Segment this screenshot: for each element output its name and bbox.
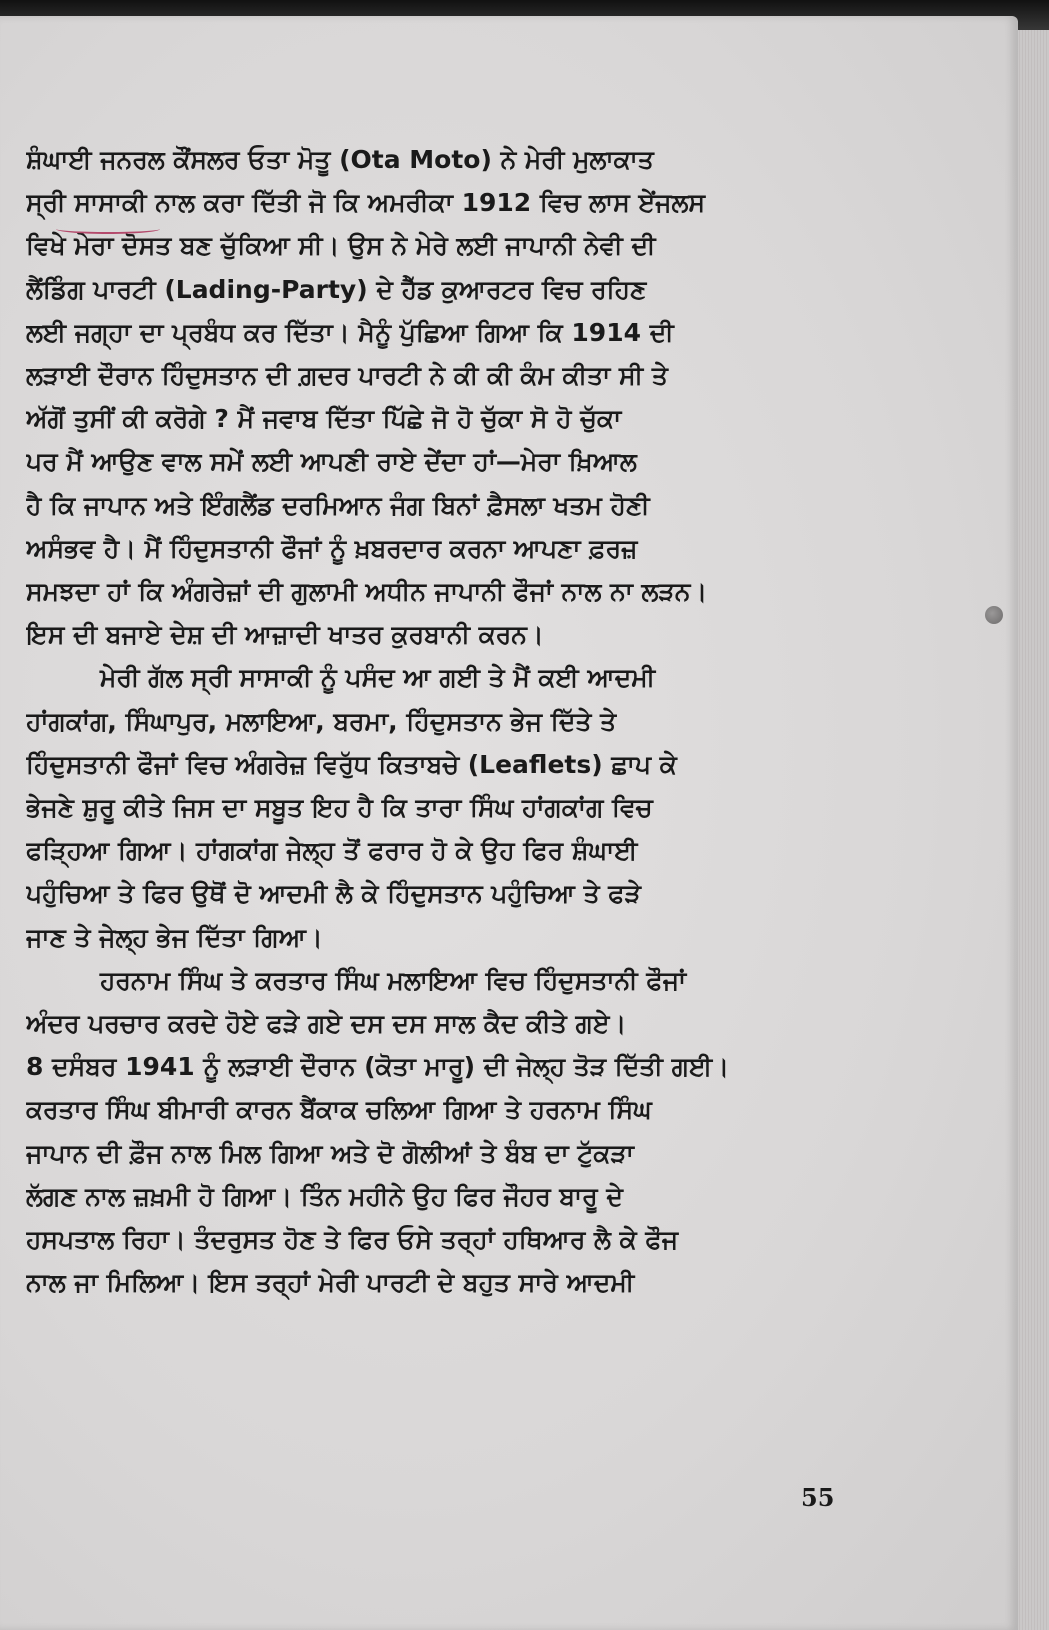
- pen-underline: [56, 224, 160, 234]
- page-edge: [1018, 30, 1049, 1630]
- text-line: ਸਮਝਦਾ ਹਾਂ ਕਿ ਅੰਗਰੇਜ਼ਾਂ ਦੀ ਗੁਲਾਮੀ ਅਧੀਨ ਜਾਪਾਨੀ ਫੌਜਾਂ ਨਾਲ ਨਾ ਲੜਨ।: [26, 577, 708, 607]
- text-line: ਹਰਨਾਮ ਸਿੰਘ ਤੇ ਕਰਤਾਰ ਸਿੰਘ ਮਲਾਇਆ ਵਿਚ ਹਿੰਦੁਸਤਾਨੀ ਫੌਜਾਂ: [100, 965, 687, 995]
- text-line: ਸ਼ੰਘਾਈ ਜਨਰਲ ਕੌਂਸਲਰ ਓਤਾ ਮੋਤੂ (Ota Moto) ਨੇ ਮੇਰੀ ਮੁਲਾਕਾਤ: [26, 145, 654, 174]
- text-line: ਕਰਤਾਰ ਸਿੰਘ ਬੀਮਾਰੀ ਕਾਰਨ ਬੈਂਕਾਕ ਚਲਿਆ ਗਿਆ ਤੇ ਹਰਨਾਮ ਸਿੰਘ: [26, 1095, 652, 1125]
- text-line: ਇਸ ਦੀ ਬਜਾਏ ਦੇਸ਼ ਦੀ ਆਜ਼ਾਦੀ ਖਾਤਰ ਕੁਰਬਾਨੀ ਕਰਨ।: [26, 620, 544, 650]
- text-line: 8 ਦਸੰਬਰ 1941 ਨੂੰ ਲੜਾਈ ਦੌਰਾਨ (ਕੋਤਾ ਮਾਰੂ) ਦੀ ਜੇਲ੍ਹ ਤੋੜ ਦਿੱਤੀ ਗਈ।: [26, 1052, 730, 1082]
- text-line: ਹਸਪਤਾਲ ਰਿਹਾ। ਤੰਦਰੁਸਤ ਹੋਣ ਤੇ ਫਿਰ ਓਸੇ ਤਰ੍ਹਾਂ ਹਥਿਆਰ ਲੈ ਕੇ ਫੌਜ: [26, 1225, 679, 1255]
- text-line: ਲਈ ਜਗ੍ਹਾ ਦਾ ਪ੍ਰਬੰਧ ਕਰ ਦਿੱਤਾ। ਮੈਨੂੰ ਪੁੱਛਿਆ ਗਿਆ ਕਿ 1914 ਦੀ: [26, 317, 674, 347]
- text-line: ਸ੍ਰੀ ਸਾਸਾਕੀ ਨਾਲ ਕਰਾ ਦਿੱਤੀ ਜੋ ਕਿ ਅਮਰੀਕਾ 1912 ਵਿਚ ਲਾਸ ਏਂਜਲਸ: [26, 188, 706, 218]
- text-line: ਹਾਂਗਕਾਂਗ, ਸਿੰਘਾਪੁਰ, ਮਲਾਇਆ, ਬਰਮਾ, ਹਿੰਦੁਸਤਾਨ ਭੇਜ ਦਿੱਤੇ ਤੇ: [26, 706, 617, 736]
- text-line: ਪਰ ਮੈਂ ਆਉਣ ਵਾਲ ਸਮੇਂ ਲਈ ਆਪਣੀ ਰਾਏ ਦੇਂਦਾ ਹਾਂ—ਮੇਰਾ ਖ਼ਿਆਲ: [26, 447, 637, 477]
- text-line: ਲੱਗਣ ਨਾਲ ਜ਼ਖ਼ਮੀ ਹੋ ਗਿਆ। ਤਿੰਨ ਮਹੀਨੇ ਉਹ ਫਿਰ ਜੌਹਰ ਬਾਰੂ ਦੇ: [26, 1181, 623, 1211]
- text-line: ਅਸੰਭਵ ਹੈ। ਮੈਂ ਹਿੰਦੁਸਤਾਨੀ ਫੌਜਾਂ ਨੂੰ ਖ਼ਬਰਦਾਰ ਕਰਨਾ ਆਪਣਾ ਫ਼ਰਜ਼: [26, 533, 638, 563]
- text-line: ਜਾਪਾਨ ਦੀ ਫ਼ੌਜ ਨਾਲ ਮਿਲ ਗਿਆ ਅਤੇ ਦੋ ਗੋਲੀਆਂ ਤੇ ਬੰਬ ਦਾ ਟੁੱਕੜਾ: [26, 1138, 634, 1168]
- text-line: ਵਿਖੇ ਮੇਰਾ ਦੋਸਤ ਬਣ ਚੁੱਕਿਆ ਸੀ। ਉਸ ਨੇ ਮੇਰੇ ਲਈ ਜਾਪਾਨੀ ਨੇਵੀ ਦੀ: [26, 231, 656, 261]
- text-line: ਅੰਦਰ ਪਰਚਾਰ ਕਰਦੇ ਹੋਏ ਫੜੇ ਗਏ ਦਸ ਦਸ ਸਾਲ ਕੈਦ ਕੀਤੇ ਗਏ।: [26, 1009, 627, 1039]
- text-line: ਹੈ ਕਿ ਜਾਪਾਨ ਅਤੇ ਇੰਗਲੈਂਡ ਦਰਮਿਆਨ ਜੰਗ ਬਿਨਾਂ ਫ਼ੈਸਲਾ ਖਤਮ ਹੋਣੀ: [26, 490, 650, 520]
- text-line: ਲੈਂਡਿੰਗ ਪਾਰਟੀ (Lading-Party) ਦੇ ਹੈੱਡ ਕੁਆਰਟਰ ਵਿਚ ਰਹਿਣ: [26, 274, 647, 304]
- text-line: ਮੇਰੀ ਗੱਲ ਸ੍ਰੀ ਸਾਸਾਕੀ ਨੂੰ ਪਸੰਦ ਆ ਗਈ ਤੇ ਮੈਂ ਕਈ ਆਦਮੀ: [100, 663, 656, 693]
- body-text: [26, 138, 832, 1304]
- page-number: 55: [801, 1483, 835, 1512]
- text-line: ਫੜ੍ਹਿਆ ਗਿਆ। ਹਾਂਗਕਾਂਗ ਜੇਲ੍ਹ ਤੋਂ ਫਰਾਰ ਹੋ ਕੇ ਉਹ ਫਿਰ ਸ਼ੰਘਾਈ: [26, 836, 638, 866]
- text-line: ਅੱਗੋਂ ਤੁਸੀਂ ਕੀ ਕਰੋਗੇ ? ਮੈਂ ਜਵਾਬ ਦਿੱਤਾ ਪਿੱਛੇ ਜੋ ਹੋ ਚੁੱਕਾ ਸੋ ਹੋ ਚੁੱਕਾ: [26, 404, 622, 434]
- page-hole: [985, 606, 1003, 624]
- text-line: ਪਹੁੰਚਿਆ ਤੇ ਫਿਰ ਉਥੋਂ ਦੋ ਆਦਮੀ ਲੈ ਕੇ ਹਿੰਦੁਸਤਾਨ ਪਹੁੰਚਿਆ ਤੇ ਫੜੇ: [26, 879, 641, 909]
- text-line: ਜਾਣ ਤੇ ਜੇਲ੍ਹ ਭੇਜ ਦਿੱਤਾ ਗਿਆ।: [26, 922, 323, 952]
- text-line: ਭੇਜਣੇ ਸ਼ੁਰੂ ਕੀਤੇ ਜਿਸ ਦਾ ਸਬੂਤ ਇਹ ਹੈ ਕਿ ਤਾਰਾ ਸਿੰਘ ਹਾਂਗਕਾਂਗ ਵਿਚ: [26, 793, 653, 823]
- text-line: ਹਿੰਦੁਸਤਾਨੀ ਫੌਜਾਂ ਵਿਚ ਅੰਗਰੇਜ਼ ਵਿਰੁੱਧ ਕਿਤਾਬਚੇ (Leaflets) ਛਾਪ ਕੇ: [26, 749, 677, 779]
- text-line: ਲੜਾਈ ਦੌਰਾਨ ਹਿੰਦੁਸਤਾਨ ਦੀ ਗ਼ਦਰ ਪਾਰਟੀ ਨੇ ਕੀ ਕੀ ਕੰਮ ਕੀਤਾ ਸੀ ਤੇ: [26, 361, 668, 391]
- text-line: ਨਾਲ ਜਾ ਮਿਲਿਆ। ਇਸ ਤਰ੍ਹਾਂ ਮੇਰੀ ਪਾਰਟੀ ਦੇ ਬਹੁਤ ਸਾਰੇ ਆਦਮੀ: [26, 1268, 635, 1298]
